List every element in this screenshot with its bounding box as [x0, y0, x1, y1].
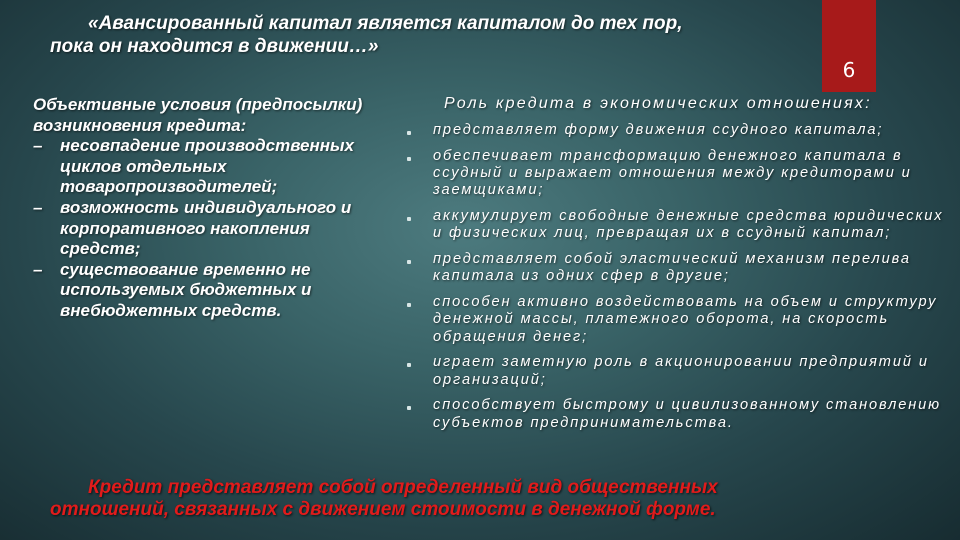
bullet-icon: [407, 406, 411, 410]
list-item: [405, 294, 945, 346]
credit-conditions-intro: Объективные условия (предпосылки) возникновения кредита:: [33, 95, 363, 135]
quote-line-1: «Авансированный капитал является капиталом до тех пор,: [88, 13, 683, 34]
list-item: [33, 198, 373, 260]
bullet-icon: [407, 363, 411, 367]
bullet-icon: [407, 217, 411, 221]
list-item: [405, 354, 945, 389]
credit-role-list: [405, 122, 945, 432]
list-item: [33, 260, 373, 322]
credit-conditions-list: [33, 136, 373, 321]
list-item: [405, 122, 945, 139]
slide-number: 6: [842, 58, 856, 82]
list-item-text: представляет собой эластический механизм перелива капитала из одних сфер в другие;: [433, 251, 911, 285]
list-item-text: способствует быстрому и цивилизованному становлению субъектов предпринимательства.: [433, 397, 942, 431]
conclusion-line-2: отношений, связанных с движением стоимости в денежной форме.: [50, 499, 716, 520]
quote-line-2: пока он находится в движении…»: [50, 36, 379, 57]
bullet-icon: [407, 131, 411, 135]
list-item-text: аккумулирует свободные денежные средства юридических и физических лиц, превращая их в ссудный капитал;: [433, 208, 944, 242]
list-item: [33, 136, 373, 198]
dash-marker: –: [33, 136, 43, 156]
bullet-icon: [407, 157, 411, 161]
list-item-text: несовпадение производственных циклов отдельных товаропроизводителей;: [60, 136, 354, 197]
list-item: [405, 208, 945, 243]
conclusion-line-1: Кредит представляет собой определенный вид общественных: [88, 477, 718, 498]
list-item: [405, 148, 945, 200]
credit-conclusion: [50, 477, 920, 521]
quote-heading: [50, 12, 790, 58]
credit-role-block: [405, 122, 945, 440]
credit-role-title: Роль кредита в экономических отношениях:: [444, 95, 872, 112]
list-item-text: играет заметную роль в акционировании предприятий и организаций;: [433, 354, 929, 388]
list-item: [405, 397, 945, 432]
list-item-text: представляет форму движения ссудного капитала;: [433, 122, 884, 138]
bullet-icon: [407, 260, 411, 264]
slide-number-badge: [822, 0, 876, 92]
bullet-icon: [407, 303, 411, 307]
list-item-text: возможность индивидуального и корпоративного накопления средств;: [60, 197, 352, 259]
dash-marker: –: [33, 197, 43, 217]
list-item-text: обеспечивает трансформацию денежного капитала в ссудный и выражает отношения между кредиторами и заемщиками;: [433, 147, 912, 199]
list-item-text: существование временно не используемых бюджетных и внебюджетных средств.: [60, 259, 312, 320]
dash-marker: –: [33, 259, 43, 279]
credit-conditions-block: [33, 95, 373, 322]
list-item: [405, 251, 945, 286]
list-item-text: способен активно воздействовать на объем и структуру денежной массы, платежного оборота, на скорость обращения денег;: [433, 294, 938, 345]
